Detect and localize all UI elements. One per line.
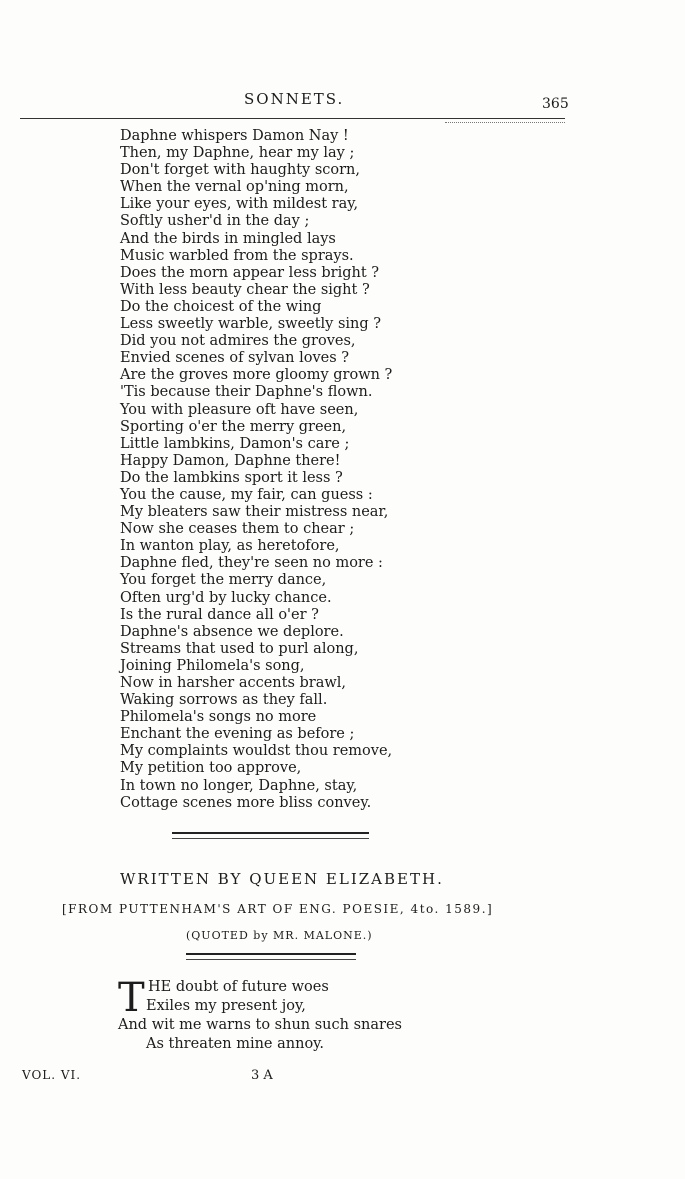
- source-note: [FROM PUTTENHAM'S ART OF ENG. POESIE, 4to. 1589.]: [62, 902, 494, 916]
- poem-line: Are the groves more gloomy grown ?: [120, 367, 393, 384]
- poem-line: 'Tis because their Daphne's flown.: [120, 384, 373, 401]
- poem-line: Did you not admires the groves,: [120, 333, 356, 350]
- page-number: 365: [542, 96, 569, 112]
- poem-line: Daphne fled, they're seen no more :: [120, 555, 383, 572]
- header-rule: [20, 118, 565, 119]
- poem-line: In wanton play, as heretofore,: [120, 538, 340, 555]
- poem-line: My bleaters saw their mistress near,: [120, 504, 389, 521]
- poem-line: Often urg'd by lucky chance.: [120, 589, 332, 606]
- poem-line: Then, my Daphne, hear my lay ;: [120, 145, 355, 162]
- poem-line: With less beauty chear the sight ?: [120, 281, 370, 298]
- poem-line: Happy Damon, Daphne there!: [120, 452, 341, 469]
- section-title: WRITTEN BY QUEEN ELIZABETH.: [120, 870, 444, 888]
- running-title: SONNETS.: [244, 90, 345, 108]
- poem: [120, 128, 420, 812]
- poem-line: In town no longer, Daphne, stay,: [120, 777, 358, 794]
- poem-line: Little lambkins, Damon's care ;: [120, 435, 350, 452]
- poem-line: Cottage scenes more bliss convey.: [120, 794, 372, 811]
- poem-line: Like your eyes, with mildest ray,: [120, 196, 359, 213]
- poem-line: My complaints wouldst thou remove,: [120, 743, 393, 760]
- poem-line: Music warbled from the sprays.: [120, 247, 354, 264]
- poem-line: And wit me warns to shun such snares: [118, 1017, 402, 1033]
- poem-line: Less sweetly warble, sweetly sing ?: [120, 316, 382, 333]
- poem-line: Envied scenes of sylvan loves ?: [120, 350, 350, 367]
- poem-line: Does the morn appear less bright ?: [120, 264, 380, 281]
- poem-line: Joining Philomela's song,: [120, 657, 305, 674]
- poem-line: My petition too approve,: [120, 760, 302, 777]
- poem-line: Do the choicest of the wing: [120, 298, 322, 315]
- volume-label: VOL. VI.: [22, 1068, 82, 1082]
- poem-line: And the birds in mingled lays: [120, 230, 336, 247]
- poem-line: Daphne whispers Damon Nay !: [120, 128, 349, 144]
- title-divider: [186, 953, 356, 960]
- section-divider: [172, 832, 369, 839]
- poem-line: Now she ceases them to chear ;: [120, 521, 355, 538]
- poem-line: You the cause, my fair, can guess :: [120, 486, 373, 503]
- poem-line: Is the rural dance all o'er ?: [120, 606, 319, 623]
- poem-line: Now in harsher accents brawl,: [120, 675, 347, 691]
- drop-cap: T: [118, 975, 145, 1021]
- second-poem: [118, 975, 418, 1054]
- poem-line: You with pleasure oft have seen,: [120, 401, 359, 418]
- poem-line: Sporting o'er the merry green,: [120, 418, 347, 435]
- poem-line: Philomela's songs no more: [120, 709, 317, 726]
- first-line-text: HE doubt of future woes: [148, 979, 329, 995]
- poem-line: You forget the merry dance,: [120, 572, 327, 589]
- running-head: [0, 90, 685, 114]
- poem-line: Exiles my present joy,: [146, 998, 306, 1014]
- attribution-note: (QUOTED by MR. MALONE.): [186, 929, 373, 942]
- poem-line: Softly usher'd in the day ;: [120, 213, 310, 230]
- poem-line: When the vernal op'ning morn,: [120, 179, 349, 196]
- poem-line: Streams that used to purl along,: [120, 640, 359, 657]
- page-footer: [0, 1068, 685, 1088]
- signature-mark: 3 A: [251, 1068, 273, 1083]
- poem-line: Do the lambkins sport it less ?: [120, 469, 343, 486]
- poem-line: Don't forget with haughty scorn,: [120, 162, 361, 179]
- poem-line: Daphne's absence we deplore.: [120, 623, 344, 640]
- poem-line: Enchant the evening as before ;: [120, 726, 355, 743]
- poem-line: Waking sorrows as they fall.: [120, 692, 328, 709]
- poem-line: As threaten mine annoy.: [146, 1036, 325, 1052]
